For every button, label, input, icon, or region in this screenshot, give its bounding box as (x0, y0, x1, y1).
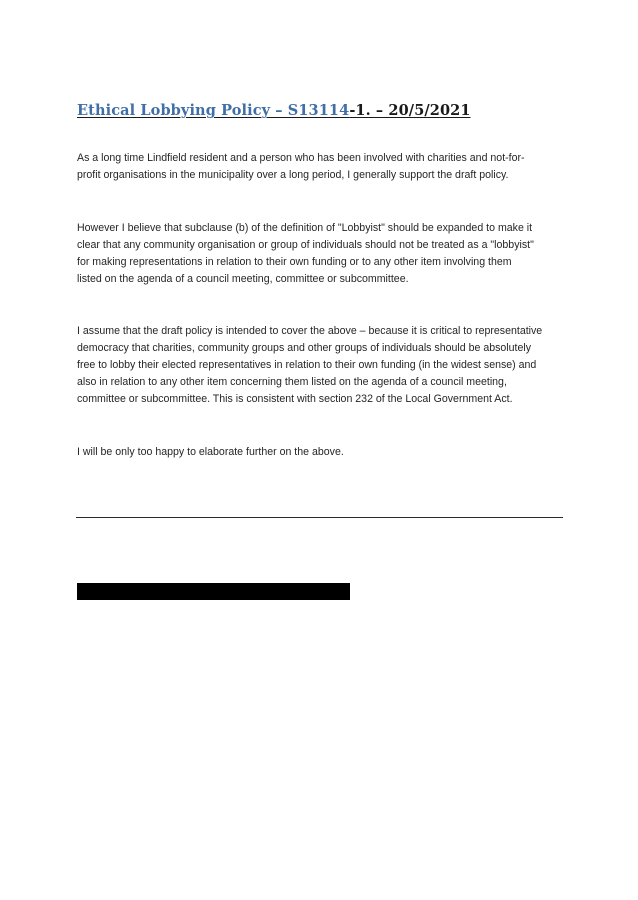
paragraph-line: for making representations in relation to their own funding or to any other item involving them (77, 256, 512, 268)
paragraph-line: also in relation to any other item concerning them listed on the agenda of a council meeting, (77, 376, 507, 388)
title-link[interactable]: Ethical Lobbying Policy – S13114 (77, 102, 350, 119)
horizontal-rule (76, 517, 563, 518)
paragraph-line: democracy that charities, community groups and other groups of individuals should be absolutely (77, 342, 532, 354)
paragraph-line: I will be only too happy to elaborate further on the above. (77, 446, 344, 458)
paragraph-line: free to lobby their elected representatives in relation to their own funding (in the widest sense) and (77, 359, 537, 371)
paragraph-line: listed on the agenda of a council meeting, committee or subcommittee. (77, 273, 409, 285)
paragraph-lobbyist-definition (77, 220, 572, 288)
paragraph-democracy (77, 323, 572, 408)
paragraph-line: I assume that the draft policy is intended to cover the above – because it is critical to representative (77, 325, 543, 337)
paragraph-line: However I believe that subclause (b) of the definition of "Lobbyist" should be expanded to make it (77, 222, 533, 234)
paragraph-support (77, 150, 572, 184)
paragraph-line: clear that any community organisation or group of individuals should not be treated as a "lobbyist" (77, 239, 534, 251)
document-title (77, 102, 471, 119)
paragraph-line: committee or subcommittee. This is consistent with section 232 of the Local Government Act. (77, 393, 513, 405)
title-date: -1. – 20/5/2021 (349, 102, 471, 119)
paragraph-line: As a long time Lindfield resident and a person who has been involved with charities and not-for- (77, 152, 525, 164)
paragraph-closing (77, 444, 572, 461)
paragraph-line: profit organisations in the municipality over a long period, I generally support the draft policy. (77, 169, 509, 181)
redacted-signature (77, 583, 350, 600)
